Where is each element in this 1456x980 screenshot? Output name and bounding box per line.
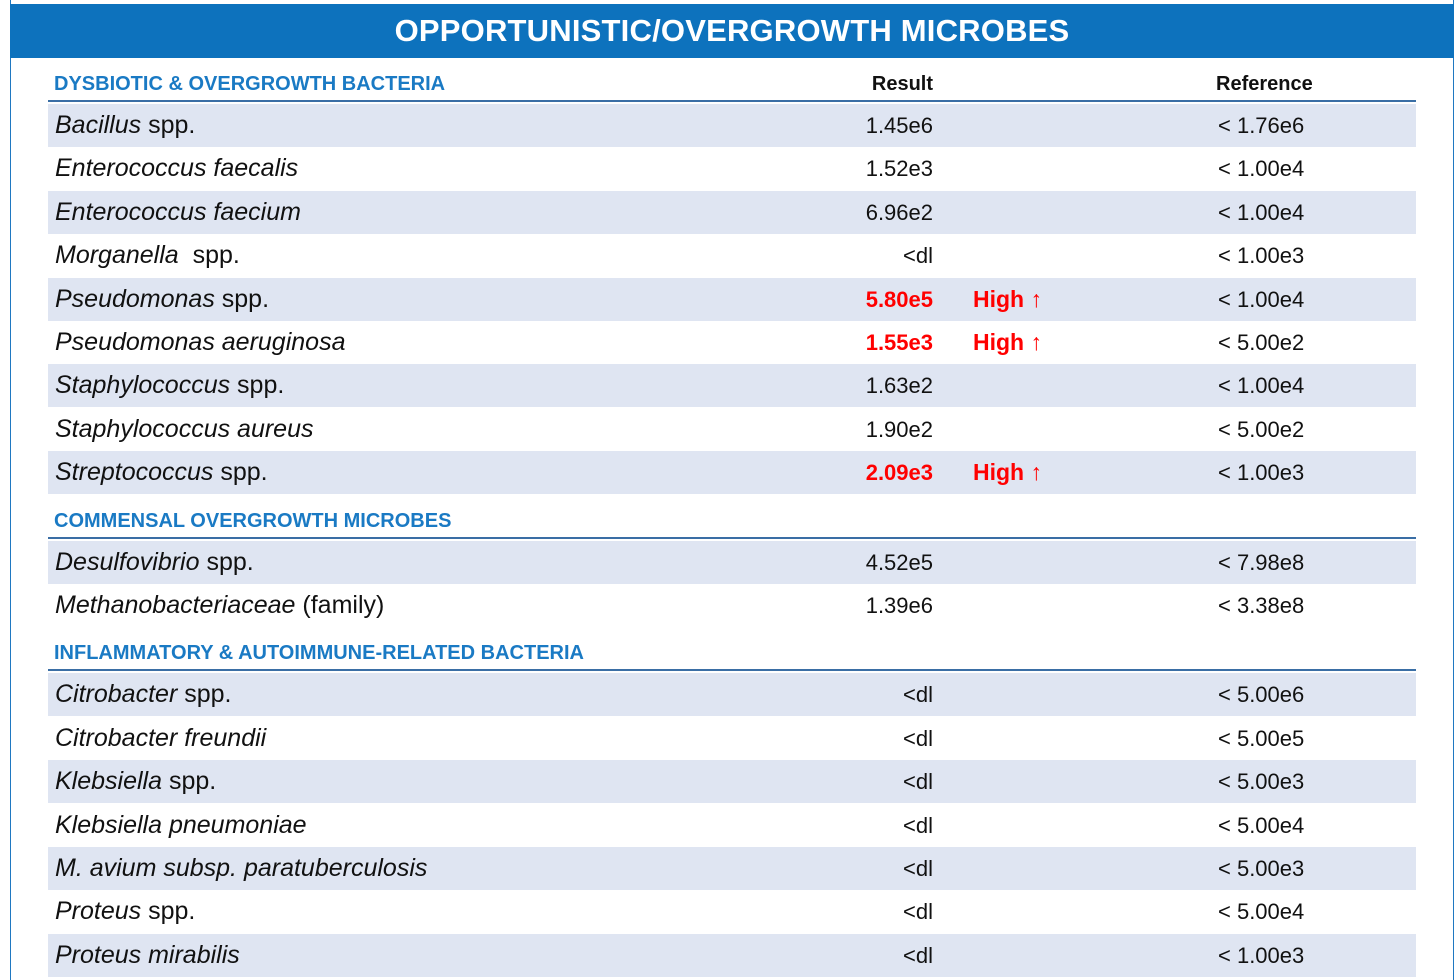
organism-genus: Pseudomonas aeruginosa: [55, 328, 346, 356]
organism-genus: Desulfovibrio: [55, 547, 200, 576]
section-header: [48, 641, 1416, 671]
reference-column-header: Reference: [1216, 73, 1313, 95]
result-value: 2.09e3: [865, 460, 933, 486]
result-value: 4.52e5: [865, 549, 933, 575]
result-value: 1.52e3: [865, 156, 933, 182]
table-row: [48, 451, 1416, 494]
organism-suffix: spp.: [199, 547, 254, 576]
section-header: [48, 509, 1416, 539]
organism-suffix: spp.: [213, 458, 268, 487]
reference-value: < 1.00e4: [1218, 156, 1305, 182]
result-value: 1.90e2: [865, 416, 933, 442]
organism-name: [55, 673, 231, 716]
reference-value: < 1.00e4: [1218, 373, 1305, 399]
organism-name: [55, 717, 266, 760]
organism-name: [55, 760, 216, 803]
reference-value: < 5.00e2: [1218, 330, 1305, 355]
section-title: DYSBIOTIC & OVERGROWTH BACTERIA: [54, 73, 446, 95]
reference-value: < 5.00e4: [1218, 812, 1305, 838]
organism-genus: Enterococcus faecium: [55, 197, 301, 226]
result-value: <dl: [903, 942, 933, 968]
table-row: [48, 408, 1416, 451]
result-value: <dl: [903, 812, 933, 838]
organism-suffix: spp.: [214, 284, 270, 313]
table-row: [48, 364, 1416, 407]
organism-name: [55, 364, 284, 407]
organism-name: [55, 234, 240, 277]
reference-value: < 5.00e5: [1218, 725, 1305, 751]
reference-value: < 1.00e4: [1218, 199, 1305, 225]
organism-name: [55, 804, 307, 847]
organism-genus: Pseudomonas: [55, 284, 215, 313]
table-row: [48, 760, 1416, 803]
reference-value: < 1.76e6: [1218, 113, 1305, 138]
table-row: [48, 104, 1416, 147]
organism-genus: Citrobacter: [55, 680, 178, 709]
reference-value: < 5.00e3: [1218, 856, 1305, 881]
organism-genus: Morganella: [55, 241, 179, 270]
result-value: <dl: [903, 899, 933, 925]
result-value: 5.80e5: [865, 286, 933, 312]
organism-genus: Staphylococcus: [55, 371, 231, 400]
table-row: [48, 890, 1416, 933]
table-row: [48, 584, 1416, 627]
section-title: INFLAMMATORY & AUTOIMMUNE-RELATED BACTERIA: [54, 642, 584, 665]
organism-genus: Streptococcus: [55, 458, 214, 487]
reference-value: < 1.00e4: [1218, 286, 1305, 312]
reference-value: < 3.38e8: [1218, 593, 1305, 618]
organism-genus: Proteus: [55, 897, 142, 926]
organism-genus: Enterococcus faecalis: [55, 154, 299, 183]
organism-genus: Klebsiella: [55, 767, 163, 796]
organism-name: [55, 278, 269, 321]
organism-genus: Proteus mirabilis: [55, 940, 240, 969]
organism-name: [55, 890, 195, 933]
organism-genus: Bacillus: [55, 111, 142, 139]
organism-name: [55, 408, 313, 451]
table-row: [48, 847, 1416, 890]
high-flag: High ↑: [973, 459, 1042, 486]
high-flag: High ↑: [973, 285, 1042, 312]
organism-name: [55, 321, 345, 364]
result-value: <dl: [903, 682, 933, 708]
table-row: [48, 673, 1416, 716]
organism-suffix: spp.: [141, 111, 196, 139]
result-value: 1.63e2: [865, 373, 933, 399]
organism-name: [55, 847, 427, 890]
organism-name: [55, 191, 301, 234]
section-header: [48, 72, 1416, 102]
table-row: [48, 321, 1416, 364]
reference-value: < 1.00e3: [1218, 243, 1305, 269]
table-row: [48, 934, 1416, 977]
organism-suffix: spp.: [230, 371, 285, 400]
organism-genus: Staphylococcus aureus: [55, 414, 314, 443]
organism-genus: Klebsiella pneumoniae: [55, 810, 307, 839]
organism-suffix: spp.: [178, 241, 240, 270]
result-value: 1.45e6: [865, 113, 933, 138]
table-row: [48, 278, 1416, 321]
table-row: [48, 541, 1416, 584]
table-row: [48, 147, 1416, 190]
result-column-header: Result: [871, 73, 933, 95]
result-value: 1.55e3: [865, 330, 933, 355]
high-flag: High ↑: [973, 329, 1042, 355]
report-title: OPPORTUNISTIC/OVERGROWTH MICROBES: [10, 4, 1454, 58]
organism-name: [55, 451, 268, 494]
organism-name: [55, 147, 298, 190]
reference-value: < 1.00e3: [1218, 460, 1305, 486]
organism-suffix: spp.: [141, 897, 196, 926]
table-row: [48, 804, 1416, 847]
reference-value: < 7.98e8: [1218, 549, 1305, 575]
result-value: <dl: [903, 243, 933, 269]
organism-name: [55, 541, 254, 584]
reference-value: < 5.00e6: [1218, 682, 1305, 708]
organism-genus: Methanobacteriaceae: [55, 591, 296, 619]
organism-name: [55, 104, 195, 147]
result-value: <dl: [903, 725, 933, 751]
table-row: [48, 717, 1416, 760]
result-value: <dl: [903, 856, 933, 881]
reference-value: < 1.00e3: [1218, 942, 1305, 968]
organism-name: [55, 584, 384, 627]
reference-value: < 5.00e2: [1218, 416, 1305, 442]
organism-suffix: spp.: [162, 767, 217, 796]
result-value: 1.39e6: [865, 593, 933, 618]
organism-suffix: spp.: [177, 680, 232, 709]
reference-value: < 5.00e3: [1218, 769, 1305, 795]
result-value: 6.96e2: [865, 199, 933, 225]
section-title: COMMENSAL OVERGROWTH MICROBES: [54, 509, 452, 532]
organism-genus: Citrobacter freundii: [55, 723, 267, 752]
table-row: [48, 234, 1416, 277]
organism-genus: M. avium subsp. paratuberculosis: [55, 854, 428, 882]
table-row: [48, 191, 1416, 234]
organism-suffix: (family): [295, 591, 385, 619]
organism-name: [55, 934, 240, 977]
result-value: <dl: [903, 769, 933, 795]
reference-value: < 5.00e4: [1218, 899, 1305, 925]
